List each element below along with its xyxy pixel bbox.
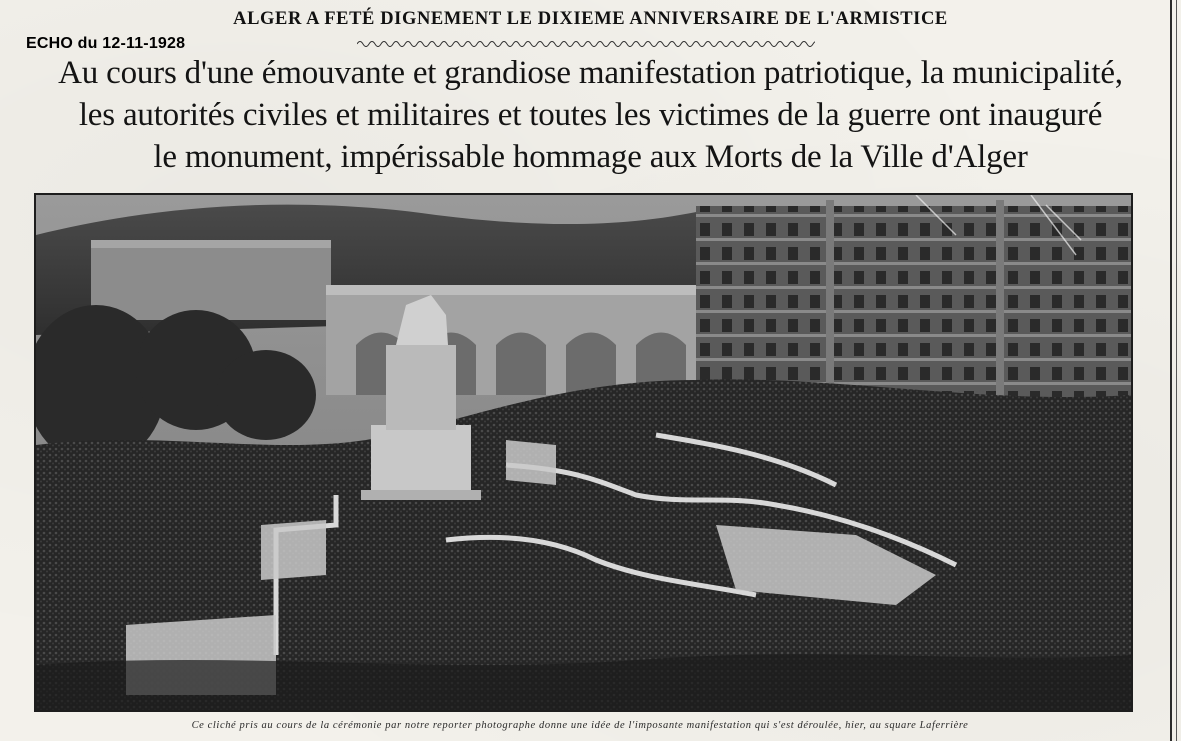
kicker-headline: ALGER A FETÉ DIGNEMENT LE DIXIEME ANNIVERSAIRE DE L'ARMISTICE bbox=[233, 9, 948, 29]
apartment-building bbox=[696, 200, 1131, 400]
news-photograph bbox=[34, 193, 1133, 712]
headline-line-3: le monument, impérissable hommage aux Morts de la Ville d'Alger bbox=[153, 139, 1028, 175]
source-label: ECHO du 12-11-1928 bbox=[26, 35, 186, 52]
photo-caption: Ce cliché pris au cours de la cérémonie par notre reporter photographe donne une idée de l'imposante manifestation qui s'est déroulée, hier, au square Laferrière bbox=[191, 720, 969, 731]
headline-line-2: les autorités civiles et militaires et toutes les victimes de la guerre ont inauguré bbox=[78, 97, 1103, 133]
left-building bbox=[91, 240, 331, 320]
headline-line-1: Au cours d'une émouvante et grandiose manifestation patriotique, la municipalité, bbox=[58, 55, 1123, 91]
photo-illustration bbox=[36, 195, 1131, 710]
main-headline bbox=[0, 52, 1181, 178]
decorative-wavy-rule bbox=[357, 38, 815, 50]
